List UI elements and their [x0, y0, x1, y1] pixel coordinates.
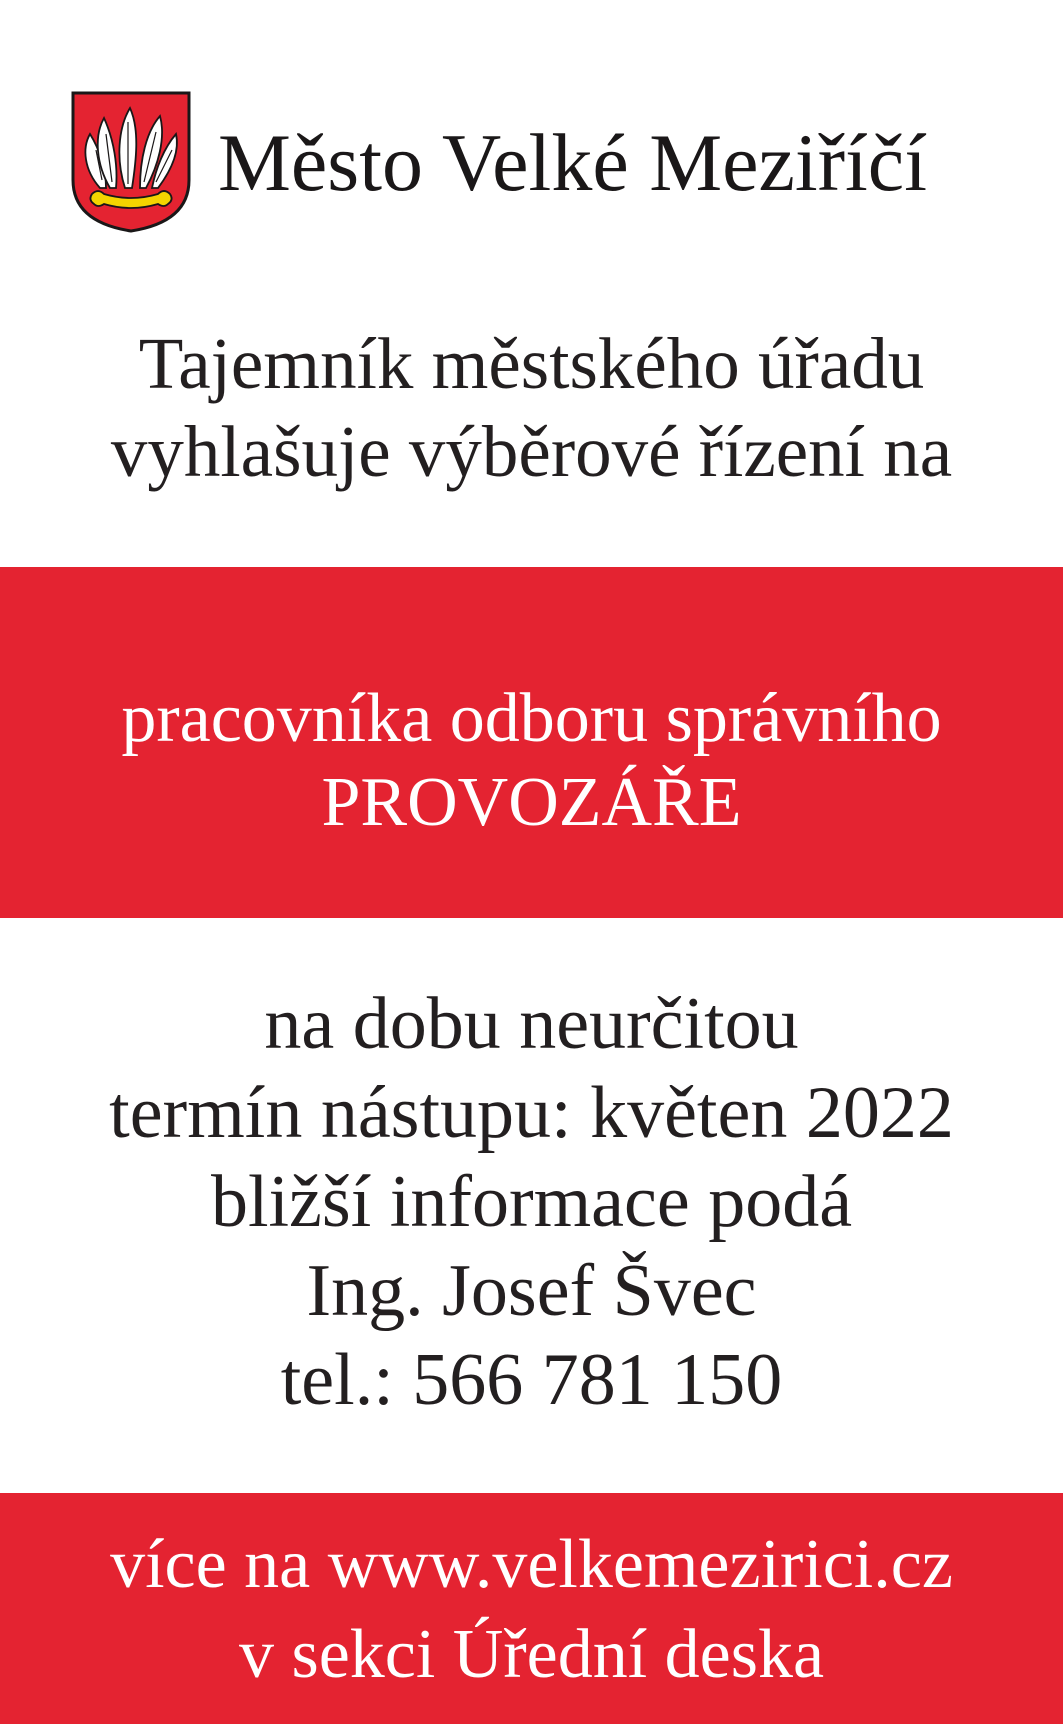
coat-of-arms-icon — [70, 90, 192, 233]
position-title: PROVOZÁŘE — [321, 764, 742, 841]
details-line: bližší informace podá — [210, 1161, 853, 1243]
intro-line: vyhlašuje výběrové řízení na — [110, 411, 953, 492]
contact-name: Ing. Josef Švec — [306, 1250, 757, 1332]
footer-banner — [0, 1493, 1063, 1724]
details-text — [0, 980, 1063, 1425]
position-banner — [0, 567, 1063, 918]
contact-phone: tel.: 566 781 150 — [280, 1339, 783, 1421]
details-line: na dobu neurčitou — [264, 983, 799, 1065]
intro-line: Tajemník městského úřadu — [138, 323, 925, 404]
details-line: termín nástupu: květen 2022 — [109, 1072, 954, 1154]
website-link: více na www.velkemezirici.cz — [110, 1526, 953, 1603]
header — [70, 90, 1010, 235]
position-line: pracovníka odboru správního — [121, 680, 942, 757]
city-name: Město Velké Meziříčí — [218, 117, 927, 208]
section-hint: v sekci Úřední deska — [238, 1616, 825, 1693]
intro-text — [0, 320, 1063, 496]
